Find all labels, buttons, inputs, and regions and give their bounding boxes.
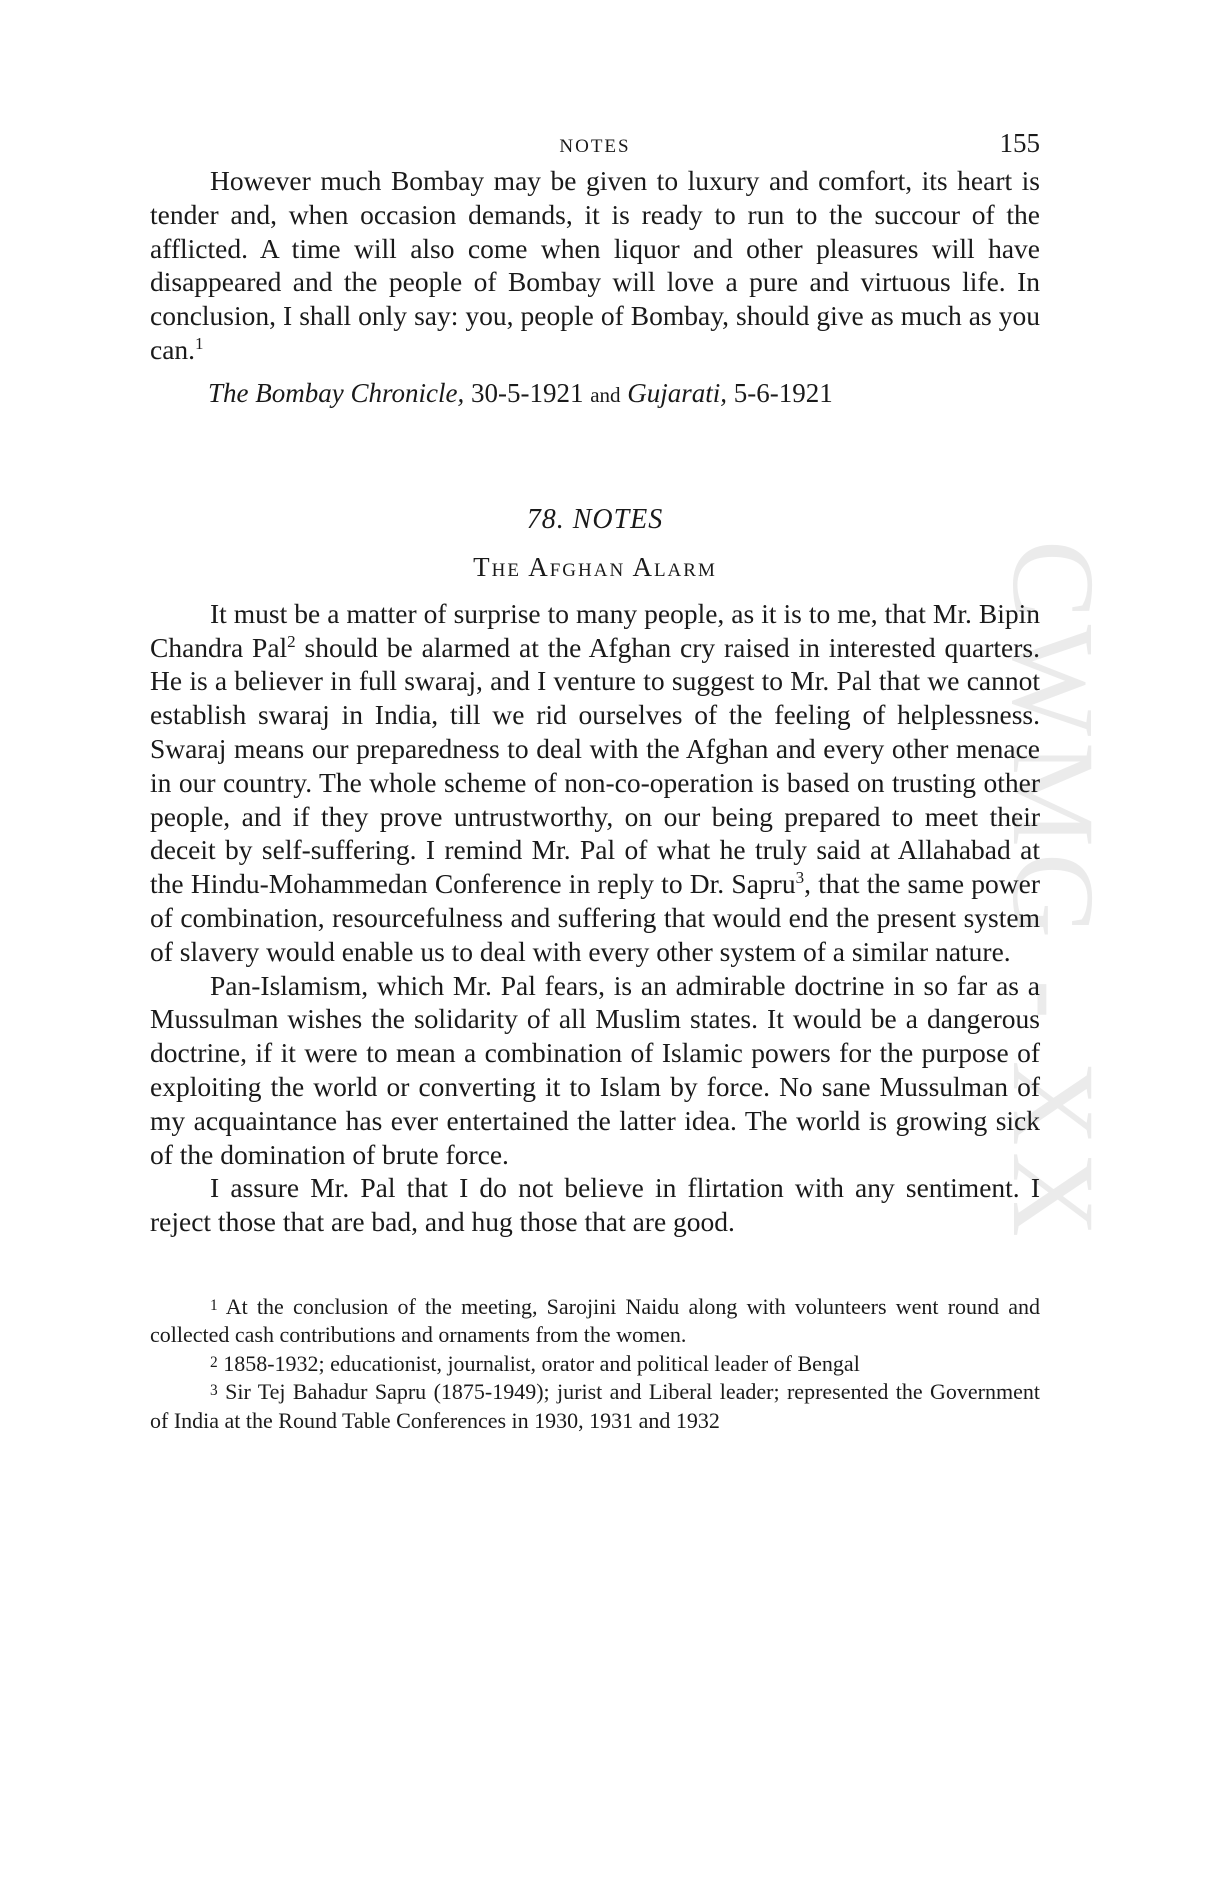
article-paragraph-3: I assure Mr. Pal that I do not believe in flirtation with any sentiment. I reject those that are bad, and hug those that are good. xyxy=(150,1172,1040,1238)
source-date-2: 5-6-1921 xyxy=(733,377,833,408)
footnote-text: At the conclusion of the meeting, Sarojini Naidu along with volunteers went round and collected cash contributions and ornaments from the women. xyxy=(150,1293,1040,1348)
footnote-ref-1: 1 xyxy=(195,333,204,353)
running-head xyxy=(150,120,1040,164)
continued-paragraph-text: However much Bombay may be given to luxury and comfort, its heart is tender and, when occasion demands, it is ready to run to the succour of the afflicted. A time will also come when liquor and other pleasures will have disappeared and the people of Bombay will love a pure and virtuous life. In conclusion, I shall only say: you, people of Bombay, should give as much as you can. xyxy=(150,165,1040,365)
footnote-text: 1858-1932; educationist, journalist, orator and political leader of Bengal xyxy=(217,1350,860,1376)
footnotes xyxy=(150,1293,1040,1436)
p1-text-b: should be alarmed at the Afghan cry raised in interested quarters. He is a believer in full swaraj, and I venture to suggest to Mr. Pal that we cannot establish swaraj in India, till we rid ourselves of the feeling of helplessness. Swaraj means our preparedness to deal with the Afghan and every other menace in our country. The whole scheme of non-co-operation is based on trusting other people, and if they prove untrustworthy, on our being prepared to meet their deceit by self-suffering. I remind Mr. Pal of what he truly said at Allahabad at the Hindu-Mohammedan Conference in reply to Dr. Sapru xyxy=(150,631,1040,900)
footnote-text: Sir Tej Bahadur Sapru (1875-1949); jurist and Liberal leader; represented the Government of India at the Round Table Conferences in 1930, 1931 and 1932 xyxy=(150,1379,1040,1433)
page-number: 155 xyxy=(999,128,1040,158)
footnote-number: 1 xyxy=(210,1296,218,1314)
article-title: 78. NOTES xyxy=(526,503,664,535)
footnote xyxy=(150,1378,1040,1435)
footnote xyxy=(150,1293,1040,1350)
p1-text-a: It must be a matter of surprise to many people, as it is to me, that Mr. Bipin Chandra Pal xyxy=(150,597,1040,663)
footnote xyxy=(150,1350,1040,1379)
running-title: NOTES xyxy=(559,136,631,157)
book-page xyxy=(150,120,1040,1435)
watermark-text: CWMG - XX xyxy=(988,540,1119,1243)
source-date-1: 30-5-1921 xyxy=(470,377,584,408)
footnote-ref-2: 2 xyxy=(287,631,296,651)
source-and: and xyxy=(590,382,621,407)
section-heading: The Afghan Alarm xyxy=(473,551,717,582)
continued-paragraph xyxy=(150,164,1040,367)
source-citation xyxy=(208,377,1040,412)
source-paper-1: The Bombay Chronicle, xyxy=(208,377,465,408)
footnote-number: 2 xyxy=(210,1353,218,1371)
source-paper-2: Gujarati, xyxy=(627,377,728,408)
footnote-ref-3: 3 xyxy=(795,868,805,887)
footnote-number: 3 xyxy=(210,1382,218,1400)
article-paragraph-1 xyxy=(150,597,1040,969)
p1-text-c: , that the same power of combination, resourcefulness and suffering that would end the present system of slavery would enable us to deal with every other system of a similar nature. xyxy=(150,868,1041,967)
article-paragraph-2: Pan-Islamism, which Mr. Pal fears, is an admirable doctrine in so far as a Mussulman wishes the solidarity of all Muslim states. It would be a dangerous doctrine, if it were to mean a combination of Islamic powers for the purpose of exploiting the world or converting it to Islam by force. No sane Mussulman of my acquaintance has ever entertained the latter idea. The world is growing sick of the domination of brute force. xyxy=(150,969,1040,1170)
